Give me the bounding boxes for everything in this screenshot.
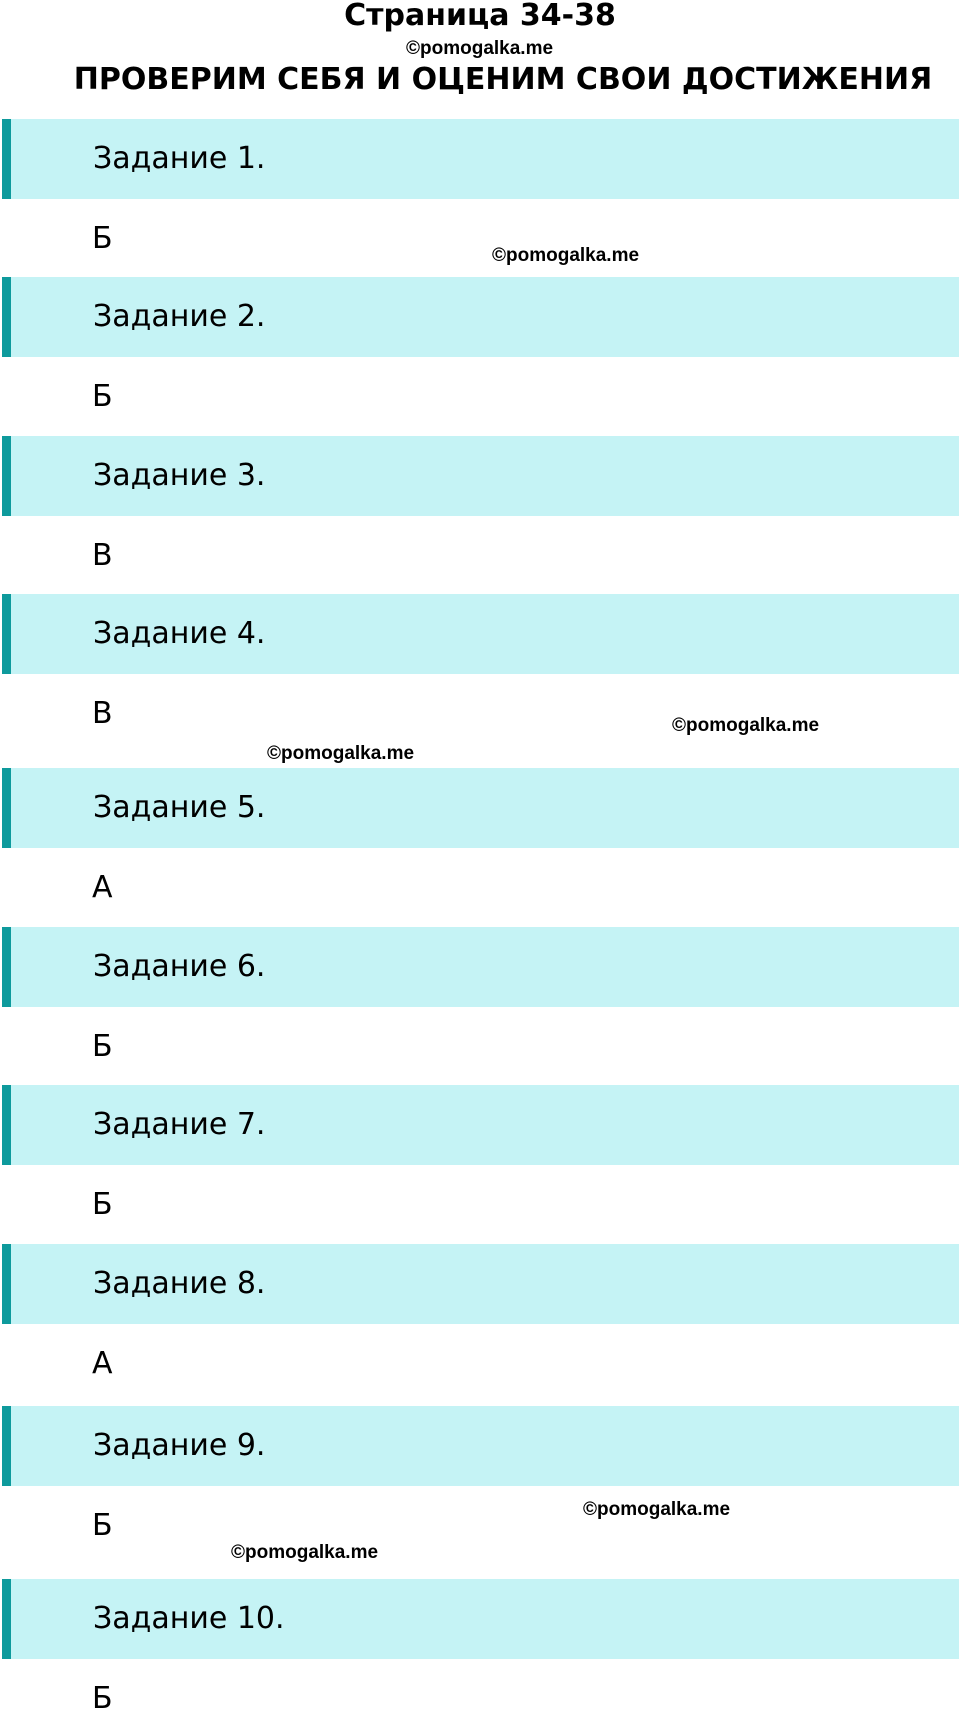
watermark: ©pomogalka.me — [231, 1542, 379, 1563]
section-heading: ПРОВЕРИМ СЕБЯ И ОЦЕНИМ СВОИ ДОСТИЖЕНИЯ — [73, 62, 933, 97]
task-label: Задание 10. — [93, 1601, 285, 1636]
task-answer-7: Б — [92, 1187, 113, 1222]
task-answer-9: Б — [92, 1508, 113, 1543]
task-label: Задание 2. — [93, 299, 266, 334]
task-answer-6: Б — [92, 1029, 113, 1064]
task-label: Задание 3. — [93, 458, 266, 493]
task-header-7 — [2, 1085, 959, 1165]
task-label: Задание 5. — [93, 790, 266, 825]
task-header-4 — [2, 594, 959, 674]
watermark: ©pomogalka.me — [267, 743, 415, 764]
task-header-5 — [2, 768, 959, 848]
task-answer-5: А — [92, 870, 113, 905]
task-answer-2: Б — [92, 379, 113, 414]
watermark: ©pomogalka.me — [672, 715, 820, 736]
task-label: Задание 4. — [93, 616, 266, 651]
task-header-1 — [2, 119, 959, 199]
watermark: ©pomogalka.me — [406, 38, 554, 59]
task-label: Задание 7. — [93, 1107, 266, 1142]
watermark: ©pomogalka.me — [492, 245, 640, 266]
task-header-6 — [2, 927, 959, 1007]
task-answer-8: А — [92, 1346, 113, 1381]
task-header-9 — [2, 1406, 959, 1486]
task-answer-10: Б — [92, 1681, 113, 1716]
task-answer-3: В — [92, 538, 113, 573]
watermark: ©pomogalka.me — [583, 1499, 731, 1520]
task-header-8 — [2, 1244, 959, 1324]
task-header-10 — [2, 1579, 959, 1659]
task-header-3 — [2, 436, 959, 516]
page-title: Страница 34-38 — [344, 0, 616, 33]
task-label: Задание 9. — [93, 1428, 266, 1463]
task-header-2 — [2, 277, 959, 357]
task-answer-4: В — [92, 696, 113, 731]
task-label: Задание 8. — [93, 1266, 266, 1301]
task-label: Задание 6. — [93, 949, 266, 984]
task-label: Задание 1. — [93, 141, 266, 176]
task-answer-1: Б — [92, 221, 113, 256]
